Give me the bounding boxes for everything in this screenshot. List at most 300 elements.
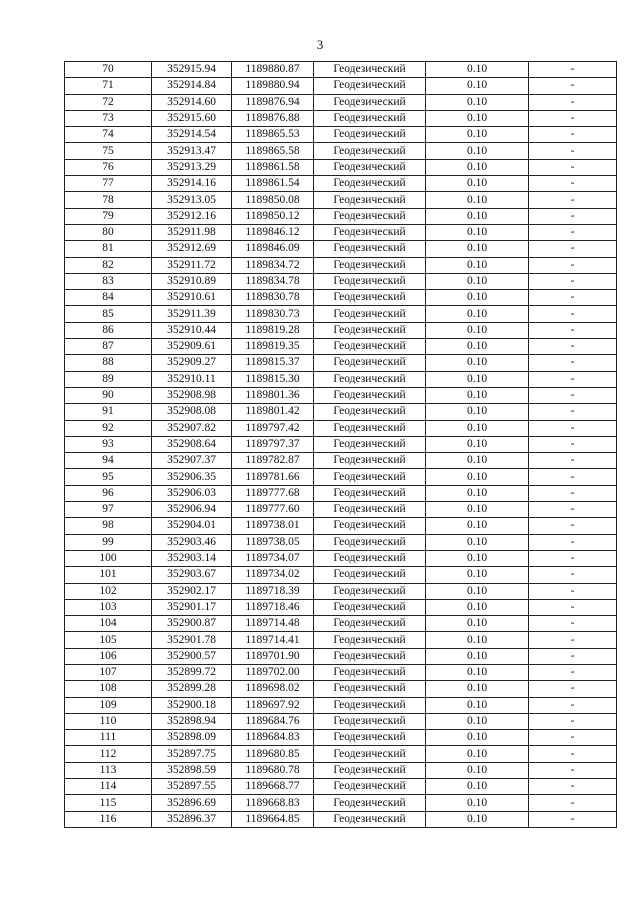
method-cell: Геодезический bbox=[314, 224, 426, 240]
method-cell: Геодезический bbox=[314, 159, 426, 175]
point-number-cell: 103 bbox=[65, 599, 152, 615]
table-row bbox=[65, 420, 617, 436]
y-coordinate-cell: 1189668.83 bbox=[232, 795, 314, 811]
note-cell: - bbox=[529, 224, 617, 240]
y-coordinate-cell: 1189797.37 bbox=[232, 436, 314, 452]
method-cell: Геодезический bbox=[314, 811, 426, 827]
accuracy-cell: 0.10 bbox=[426, 746, 529, 762]
accuracy-cell: 0.10 bbox=[426, 469, 529, 485]
table-row bbox=[65, 502, 617, 518]
accuracy-cell: 0.10 bbox=[426, 241, 529, 257]
coordinates-table-body bbox=[65, 62, 617, 828]
accuracy-cell: 0.10 bbox=[426, 583, 529, 599]
table-row bbox=[65, 681, 617, 697]
x-coordinate-cell: 352907.82 bbox=[152, 420, 232, 436]
method-cell: Геодезический bbox=[314, 78, 426, 94]
y-coordinate-cell: 1189680.78 bbox=[232, 762, 314, 778]
x-coordinate-cell: 352914.60 bbox=[152, 94, 232, 110]
x-coordinate-cell: 352908.64 bbox=[152, 436, 232, 452]
note-cell: - bbox=[529, 697, 617, 713]
y-coordinate-cell: 1189846.12 bbox=[232, 224, 314, 240]
y-coordinate-cell: 1189861.58 bbox=[232, 159, 314, 175]
method-cell: Геодезический bbox=[314, 713, 426, 729]
note-cell: - bbox=[529, 208, 617, 224]
note-cell: - bbox=[529, 453, 617, 469]
y-coordinate-cell: 1189718.39 bbox=[232, 583, 314, 599]
method-cell: Геодезический bbox=[314, 241, 426, 257]
table-row bbox=[65, 241, 617, 257]
x-coordinate-cell: 352900.87 bbox=[152, 616, 232, 632]
method-cell: Геодезический bbox=[314, 550, 426, 566]
method-cell: Геодезический bbox=[314, 436, 426, 452]
x-coordinate-cell: 352912.16 bbox=[152, 208, 232, 224]
method-cell: Геодезический bbox=[314, 599, 426, 615]
note-cell: - bbox=[529, 143, 617, 159]
point-number-cell: 106 bbox=[65, 648, 152, 664]
x-coordinate-cell: 352914.16 bbox=[152, 176, 232, 192]
method-cell: Геодезический bbox=[314, 176, 426, 192]
y-coordinate-cell: 1189876.94 bbox=[232, 94, 314, 110]
x-coordinate-cell: 352911.98 bbox=[152, 224, 232, 240]
note-cell: - bbox=[529, 273, 617, 289]
table-row bbox=[65, 339, 617, 355]
method-cell: Геодезический bbox=[314, 632, 426, 648]
y-coordinate-cell: 1189797.42 bbox=[232, 420, 314, 436]
point-number-cell: 112 bbox=[65, 746, 152, 762]
y-coordinate-cell: 1189781.66 bbox=[232, 469, 314, 485]
point-number-cell: 71 bbox=[65, 78, 152, 94]
method-cell: Геодезический bbox=[314, 616, 426, 632]
accuracy-cell: 0.10 bbox=[426, 795, 529, 811]
x-coordinate-cell: 352898.59 bbox=[152, 762, 232, 778]
method-cell: Геодезический bbox=[314, 404, 426, 420]
note-cell: - bbox=[529, 322, 617, 338]
point-number-cell: 109 bbox=[65, 697, 152, 713]
y-coordinate-cell: 1189664.85 bbox=[232, 811, 314, 827]
note-cell: - bbox=[529, 469, 617, 485]
table-row bbox=[65, 599, 617, 615]
method-cell: Геодезический bbox=[314, 518, 426, 534]
accuracy-cell: 0.10 bbox=[426, 208, 529, 224]
point-number-cell: 116 bbox=[65, 811, 152, 827]
note-cell: - bbox=[529, 779, 617, 795]
method-cell: Геодезический bbox=[314, 583, 426, 599]
y-coordinate-cell: 1189861.54 bbox=[232, 176, 314, 192]
point-number-cell: 79 bbox=[65, 208, 152, 224]
note-cell: - bbox=[529, 616, 617, 632]
method-cell: Геодезический bbox=[314, 371, 426, 387]
accuracy-cell: 0.10 bbox=[426, 387, 529, 403]
table-row bbox=[65, 306, 617, 322]
x-coordinate-cell: 352896.69 bbox=[152, 795, 232, 811]
method-cell: Геодезический bbox=[314, 697, 426, 713]
method-cell: Геодезический bbox=[314, 62, 426, 78]
y-coordinate-cell: 1189714.41 bbox=[232, 632, 314, 648]
point-number-cell: 99 bbox=[65, 534, 152, 550]
point-number-cell: 114 bbox=[65, 779, 152, 795]
point-number-cell: 75 bbox=[65, 143, 152, 159]
y-coordinate-cell: 1189777.68 bbox=[232, 485, 314, 501]
note-cell: - bbox=[529, 795, 617, 811]
accuracy-cell: 0.10 bbox=[426, 534, 529, 550]
table-row bbox=[65, 192, 617, 208]
accuracy-cell: 0.10 bbox=[426, 143, 529, 159]
method-cell: Геодезический bbox=[314, 208, 426, 224]
accuracy-cell: 0.10 bbox=[426, 632, 529, 648]
table-row bbox=[65, 224, 617, 240]
point-number-cell: 74 bbox=[65, 127, 152, 143]
accuracy-cell: 0.10 bbox=[426, 779, 529, 795]
method-cell: Геодезический bbox=[314, 502, 426, 518]
x-coordinate-cell: 352903.67 bbox=[152, 567, 232, 583]
note-cell: - bbox=[529, 94, 617, 110]
x-coordinate-cell: 352906.35 bbox=[152, 469, 232, 485]
method-cell: Геодезический bbox=[314, 762, 426, 778]
y-coordinate-cell: 1189834.78 bbox=[232, 273, 314, 289]
note-cell: - bbox=[529, 811, 617, 827]
point-number-cell: 78 bbox=[65, 192, 152, 208]
point-number-cell: 95 bbox=[65, 469, 152, 485]
accuracy-cell: 0.10 bbox=[426, 664, 529, 680]
table-row bbox=[65, 387, 617, 403]
table-row bbox=[65, 616, 617, 632]
table-row bbox=[65, 78, 617, 94]
note-cell: - bbox=[529, 762, 617, 778]
x-coordinate-cell: 352911.39 bbox=[152, 306, 232, 322]
point-number-cell: 86 bbox=[65, 322, 152, 338]
method-cell: Геодезический bbox=[314, 485, 426, 501]
accuracy-cell: 0.10 bbox=[426, 322, 529, 338]
y-coordinate-cell: 1189734.07 bbox=[232, 550, 314, 566]
x-coordinate-cell: 352899.28 bbox=[152, 681, 232, 697]
coordinates-table bbox=[64, 61, 617, 828]
y-coordinate-cell: 1189850.12 bbox=[232, 208, 314, 224]
table-row bbox=[65, 110, 617, 126]
point-number-cell: 96 bbox=[65, 485, 152, 501]
method-cell: Геодезический bbox=[314, 795, 426, 811]
table-row bbox=[65, 404, 617, 420]
accuracy-cell: 0.10 bbox=[426, 110, 529, 126]
method-cell: Геодезический bbox=[314, 779, 426, 795]
method-cell: Геодезический bbox=[314, 420, 426, 436]
table-row bbox=[65, 257, 617, 273]
x-coordinate-cell: 352896.37 bbox=[152, 811, 232, 827]
x-coordinate-cell: 352908.98 bbox=[152, 387, 232, 403]
method-cell: Геодезический bbox=[314, 273, 426, 289]
note-cell: - bbox=[529, 127, 617, 143]
method-cell: Геодезический bbox=[314, 143, 426, 159]
y-coordinate-cell: 1189738.05 bbox=[232, 534, 314, 550]
y-coordinate-cell: 1189880.87 bbox=[232, 62, 314, 78]
accuracy-cell: 0.10 bbox=[426, 78, 529, 94]
point-number-cell: 102 bbox=[65, 583, 152, 599]
y-coordinate-cell: 1189684.83 bbox=[232, 730, 314, 746]
point-number-cell: 76 bbox=[65, 159, 152, 175]
method-cell: Геодезический bbox=[314, 648, 426, 664]
table-row bbox=[65, 94, 617, 110]
accuracy-cell: 0.10 bbox=[426, 371, 529, 387]
x-coordinate-cell: 352901.78 bbox=[152, 632, 232, 648]
point-number-cell: 110 bbox=[65, 713, 152, 729]
accuracy-cell: 0.10 bbox=[426, 811, 529, 827]
y-coordinate-cell: 1189819.28 bbox=[232, 322, 314, 338]
point-number-cell: 113 bbox=[65, 762, 152, 778]
method-cell: Геодезический bbox=[314, 746, 426, 762]
method-cell: Геодезический bbox=[314, 355, 426, 371]
accuracy-cell: 0.10 bbox=[426, 224, 529, 240]
note-cell: - bbox=[529, 730, 617, 746]
accuracy-cell: 0.10 bbox=[426, 192, 529, 208]
table-row bbox=[65, 518, 617, 534]
note-cell: - bbox=[529, 485, 617, 501]
method-cell: Геодезический bbox=[314, 567, 426, 583]
method-cell: Геодезический bbox=[314, 257, 426, 273]
point-number-cell: 87 bbox=[65, 339, 152, 355]
note-cell: - bbox=[529, 110, 617, 126]
accuracy-cell: 0.10 bbox=[426, 176, 529, 192]
point-number-cell: 80 bbox=[65, 224, 152, 240]
note-cell: - bbox=[529, 502, 617, 518]
accuracy-cell: 0.10 bbox=[426, 94, 529, 110]
table-row bbox=[65, 453, 617, 469]
accuracy-cell: 0.10 bbox=[426, 420, 529, 436]
point-number-cell: 98 bbox=[65, 518, 152, 534]
x-coordinate-cell: 352897.55 bbox=[152, 779, 232, 795]
accuracy-cell: 0.10 bbox=[426, 502, 529, 518]
point-number-cell: 72 bbox=[65, 94, 152, 110]
point-number-cell: 82 bbox=[65, 257, 152, 273]
table-row bbox=[65, 550, 617, 566]
point-number-cell: 97 bbox=[65, 502, 152, 518]
y-coordinate-cell: 1189734.02 bbox=[232, 567, 314, 583]
y-coordinate-cell: 1189846.09 bbox=[232, 241, 314, 257]
table-row bbox=[65, 485, 617, 501]
accuracy-cell: 0.10 bbox=[426, 550, 529, 566]
accuracy-cell: 0.10 bbox=[426, 355, 529, 371]
note-cell: - bbox=[529, 257, 617, 273]
note-cell: - bbox=[529, 420, 617, 436]
point-number-cell: 90 bbox=[65, 387, 152, 403]
y-coordinate-cell: 1189668.77 bbox=[232, 779, 314, 795]
accuracy-cell: 0.10 bbox=[426, 713, 529, 729]
x-coordinate-cell: 352910.61 bbox=[152, 290, 232, 306]
x-coordinate-cell: 352901.17 bbox=[152, 599, 232, 615]
y-coordinate-cell: 1189702.00 bbox=[232, 664, 314, 680]
point-number-cell: 73 bbox=[65, 110, 152, 126]
x-coordinate-cell: 352915.60 bbox=[152, 110, 232, 126]
accuracy-cell: 0.10 bbox=[426, 762, 529, 778]
x-coordinate-cell: 352903.14 bbox=[152, 550, 232, 566]
x-coordinate-cell: 352910.89 bbox=[152, 273, 232, 289]
method-cell: Геодезический bbox=[314, 127, 426, 143]
y-coordinate-cell: 1189718.46 bbox=[232, 599, 314, 615]
point-number-cell: 93 bbox=[65, 436, 152, 452]
x-coordinate-cell: 352899.72 bbox=[152, 664, 232, 680]
accuracy-cell: 0.10 bbox=[426, 453, 529, 469]
y-coordinate-cell: 1189830.73 bbox=[232, 306, 314, 322]
method-cell: Геодезический bbox=[314, 339, 426, 355]
table-row bbox=[65, 322, 617, 338]
point-number-cell: 77 bbox=[65, 176, 152, 192]
table-row bbox=[65, 534, 617, 550]
accuracy-cell: 0.10 bbox=[426, 485, 529, 501]
table-row bbox=[65, 62, 617, 78]
note-cell: - bbox=[529, 159, 617, 175]
y-coordinate-cell: 1189738.01 bbox=[232, 518, 314, 534]
x-coordinate-cell: 352912.69 bbox=[152, 241, 232, 257]
x-coordinate-cell: 352914.84 bbox=[152, 78, 232, 94]
method-cell: Геодезический bbox=[314, 306, 426, 322]
point-number-cell: 111 bbox=[65, 730, 152, 746]
x-coordinate-cell: 352904.01 bbox=[152, 518, 232, 534]
x-coordinate-cell: 352900.18 bbox=[152, 697, 232, 713]
method-cell: Геодезический bbox=[314, 453, 426, 469]
table-row bbox=[65, 697, 617, 713]
point-number-cell: 89 bbox=[65, 371, 152, 387]
y-coordinate-cell: 1189697.92 bbox=[232, 697, 314, 713]
note-cell: - bbox=[529, 681, 617, 697]
y-coordinate-cell: 1189834.72 bbox=[232, 257, 314, 273]
accuracy-cell: 0.10 bbox=[426, 616, 529, 632]
x-coordinate-cell: 352902.17 bbox=[152, 583, 232, 599]
x-coordinate-cell: 352898.09 bbox=[152, 730, 232, 746]
table-row bbox=[65, 664, 617, 680]
point-number-cell: 101 bbox=[65, 567, 152, 583]
accuracy-cell: 0.10 bbox=[426, 339, 529, 355]
note-cell: - bbox=[529, 534, 617, 550]
note-cell: - bbox=[529, 62, 617, 78]
table-row bbox=[65, 159, 617, 175]
note-cell: - bbox=[529, 567, 617, 583]
y-coordinate-cell: 1189801.42 bbox=[232, 404, 314, 420]
method-cell: Геодезический bbox=[314, 110, 426, 126]
table-row bbox=[65, 273, 617, 289]
point-number-cell: 92 bbox=[65, 420, 152, 436]
point-number-cell: 84 bbox=[65, 290, 152, 306]
point-number-cell: 83 bbox=[65, 273, 152, 289]
note-cell: - bbox=[529, 436, 617, 452]
method-cell: Геодезический bbox=[314, 290, 426, 306]
x-coordinate-cell: 352907.37 bbox=[152, 453, 232, 469]
note-cell: - bbox=[529, 355, 617, 371]
method-cell: Геодезический bbox=[314, 469, 426, 485]
table-row bbox=[65, 469, 617, 485]
point-number-cell: 91 bbox=[65, 404, 152, 420]
page-number: 3 bbox=[316, 37, 324, 52]
point-number-cell: 115 bbox=[65, 795, 152, 811]
x-coordinate-cell: 352910.44 bbox=[152, 322, 232, 338]
table-row bbox=[65, 290, 617, 306]
note-cell: - bbox=[529, 404, 617, 420]
table-row bbox=[65, 355, 617, 371]
table-row bbox=[65, 176, 617, 192]
note-cell: - bbox=[529, 192, 617, 208]
y-coordinate-cell: 1189880.94 bbox=[232, 78, 314, 94]
accuracy-cell: 0.10 bbox=[426, 306, 529, 322]
note-cell: - bbox=[529, 632, 617, 648]
y-coordinate-cell: 1189876.88 bbox=[232, 110, 314, 126]
accuracy-cell: 0.10 bbox=[426, 681, 529, 697]
accuracy-cell: 0.10 bbox=[426, 127, 529, 143]
x-coordinate-cell: 352910.11 bbox=[152, 371, 232, 387]
point-number-cell: 94 bbox=[65, 453, 152, 469]
note-cell: - bbox=[529, 599, 617, 615]
method-cell: Геодезический bbox=[314, 681, 426, 697]
accuracy-cell: 0.10 bbox=[426, 730, 529, 746]
y-coordinate-cell: 1189684.76 bbox=[232, 713, 314, 729]
accuracy-cell: 0.10 bbox=[426, 404, 529, 420]
x-coordinate-cell: 352900.57 bbox=[152, 648, 232, 664]
table-row bbox=[65, 648, 617, 664]
y-coordinate-cell: 1189777.60 bbox=[232, 502, 314, 518]
y-coordinate-cell: 1189714.48 bbox=[232, 616, 314, 632]
table-row bbox=[65, 730, 617, 746]
note-cell: - bbox=[529, 290, 617, 306]
table-row bbox=[65, 632, 617, 648]
y-coordinate-cell: 1189819.35 bbox=[232, 339, 314, 355]
note-cell: - bbox=[529, 713, 617, 729]
y-coordinate-cell: 1189701.90 bbox=[232, 648, 314, 664]
y-coordinate-cell: 1189830.78 bbox=[232, 290, 314, 306]
x-coordinate-cell: 352915.94 bbox=[152, 62, 232, 78]
method-cell: Геодезический bbox=[314, 730, 426, 746]
method-cell: Геодезический bbox=[314, 192, 426, 208]
accuracy-cell: 0.10 bbox=[426, 567, 529, 583]
accuracy-cell: 0.10 bbox=[426, 697, 529, 713]
x-coordinate-cell: 352909.61 bbox=[152, 339, 232, 355]
point-number-cell: 104 bbox=[65, 616, 152, 632]
x-coordinate-cell: 352903.46 bbox=[152, 534, 232, 550]
point-number-cell: 105 bbox=[65, 632, 152, 648]
y-coordinate-cell: 1189680.85 bbox=[232, 746, 314, 762]
method-cell: Геодезический bbox=[314, 94, 426, 110]
y-coordinate-cell: 1189865.58 bbox=[232, 143, 314, 159]
point-number-cell: 88 bbox=[65, 355, 152, 371]
table-row bbox=[65, 795, 617, 811]
x-coordinate-cell: 352898.94 bbox=[152, 713, 232, 729]
table-row bbox=[65, 811, 617, 827]
y-coordinate-cell: 1189850.08 bbox=[232, 192, 314, 208]
y-coordinate-cell: 1189801.36 bbox=[232, 387, 314, 403]
note-cell: - bbox=[529, 746, 617, 762]
table-row bbox=[65, 762, 617, 778]
table-row bbox=[65, 127, 617, 143]
table-row bbox=[65, 746, 617, 762]
y-coordinate-cell: 1189698.02 bbox=[232, 681, 314, 697]
accuracy-cell: 0.10 bbox=[426, 273, 529, 289]
note-cell: - bbox=[529, 339, 617, 355]
x-coordinate-cell: 352909.27 bbox=[152, 355, 232, 371]
accuracy-cell: 0.10 bbox=[426, 62, 529, 78]
accuracy-cell: 0.10 bbox=[426, 257, 529, 273]
note-cell: - bbox=[529, 583, 617, 599]
x-coordinate-cell: 352908.08 bbox=[152, 404, 232, 420]
note-cell: - bbox=[529, 648, 617, 664]
note-cell: - bbox=[529, 306, 617, 322]
accuracy-cell: 0.10 bbox=[426, 648, 529, 664]
table-row bbox=[65, 567, 617, 583]
x-coordinate-cell: 352906.94 bbox=[152, 502, 232, 518]
method-cell: Геодезический bbox=[314, 534, 426, 550]
x-coordinate-cell: 352914.54 bbox=[152, 127, 232, 143]
note-cell: - bbox=[529, 387, 617, 403]
accuracy-cell: 0.10 bbox=[426, 436, 529, 452]
point-number-cell: 81 bbox=[65, 241, 152, 257]
accuracy-cell: 0.10 bbox=[426, 290, 529, 306]
point-number-cell: 108 bbox=[65, 681, 152, 697]
accuracy-cell: 0.10 bbox=[426, 518, 529, 534]
table-row bbox=[65, 779, 617, 795]
